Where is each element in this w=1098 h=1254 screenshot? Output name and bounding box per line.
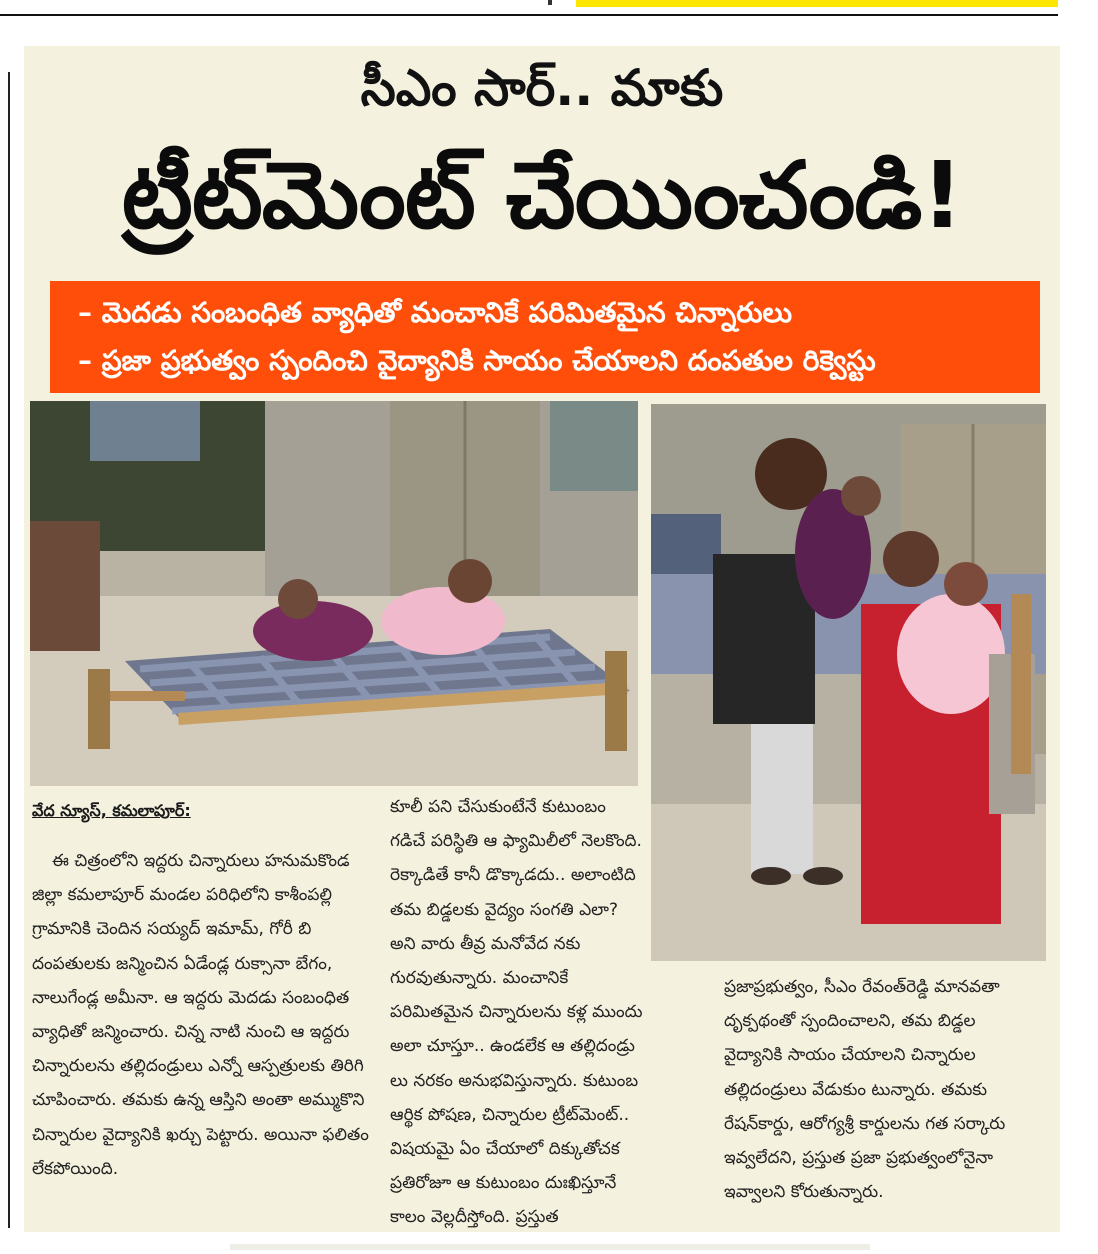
photo-children-on-cot <box>30 401 638 786</box>
photo-parents-holding-children <box>651 404 1046 961</box>
article-column-2 <box>390 790 645 1235</box>
top-rule <box>0 14 1058 16</box>
kicker: సీఎం సార్‌.. మాకు <box>360 59 724 117</box>
article-text: కూలీ పని చేసుకుంటేనే కుటుంబం గడిచే పరిస్థితి ఆ ఫ్యామిలీలో నెలకొంది. రెక్కాడితే కానీ డొక్కాడదు.. అలాంటిది తమ బిడ్డలకు వైద్యం సంగతి ఎలా? అని వారు తీవ్ర మనోవేద నకు గురవుతున్నారు. మంచానికే పరిమితమైన చిన్నారులను కళ్ల ముందు అలా చూస్తూ.. ఉండలేక ఆ తల్లిదండ్రు లు నరకం అనుభవిస్తున్నారు. కుటుంబ ఆర్థిక పోషణ, చిన్నారుల ట్రీట్‌మెంట్‌.. విషయమై ఏం చేయాలో దిక్కుతోచక ప్రతిరోజూ ఆ కుటుంబం దుఃఖిస్తూనే కాలం వెల్లదీస్తోంది. ప్రస్తుత <box>390 797 643 1228</box>
bottom-edge <box>230 1244 870 1250</box>
top-yellow-bar <box>576 0 1058 7</box>
headline: ట్రీట్‌మెంట్‌ చేయించండి! <box>121 142 963 249</box>
photo-parents-illustration <box>651 404 1046 961</box>
byline: వేద న్యూస్‌, కమలాపూర్‌: <box>32 801 191 820</box>
article-text: ఈ చిత్రంలోని ఇద్దరు చిన్నారులు హనుమకొండ జిల్లా కమలాపూర్‌ మండల పరిధిలోని కాశీంపల్లి గ్రామానికి చెందిన సయ్యద్‌ ఇమామ్‌, గోరీ బి దంపతులకు జన్మించిన ఏడేండ్ల రుక్సానా బేగం, నాలుగేండ్ల అమీనా. ఆ ఇద్దరు మెదడు సంబంధిత వ్యాధితో జన్మించారు. చిన్న నాటి నుంచి ఆ ఇద్దరు చిన్నారులను తల్లిదండ్రులు ఎన్నో ఆస్పత్రులకు తిరిగి చూపించారు. తమకు ఉన్న ఆస్తిని అంతా అమ్ముకొని చిన్నారుల వైద్యానికి ఖర్చు పెట్టారు. అయినా ఫలితం లేకపోయింది. <box>32 851 369 1179</box>
subhead-line: – మెదడు సంబంధిత వ్యాధితో మంచానికే పరిమితమైన చిన్నారులు <box>78 296 793 329</box>
top-mark <box>548 0 552 5</box>
article-column-3 <box>724 970 1039 1209</box>
subhead-box <box>50 281 1040 393</box>
article-column-1 <box>32 844 377 1186</box>
article-text: ప్రజాప్రభుత్వం, సీఎం రేవంత్‌రెడ్డి మానవతా దృక్పథంతో స్పందించాలని, తమ బిడ్డల వైద్యానికి సాయం చేయాలని చిన్నారుల తల్లిదండ్రులు వేడుకుం టున్నారు. తమకు రేషన్‌కార్డు, ఆరోగ్యశ్రీ కార్డులను గత సర్కారు ఇవ్వలేదని, ప్రస్తుత ప్రజా ప్రభుత్వంలోనైనా ఇవ్వాలని కోరుతున్నారు. <box>724 977 1006 1203</box>
subhead-line: – ప్రజా ప్రభుత్వం స్పందించి వైద్యానికి సాయం చేయాలని దంపతుల రిక్వెస్టు <box>78 344 876 377</box>
photo-children-on-cot-illustration <box>30 401 638 786</box>
